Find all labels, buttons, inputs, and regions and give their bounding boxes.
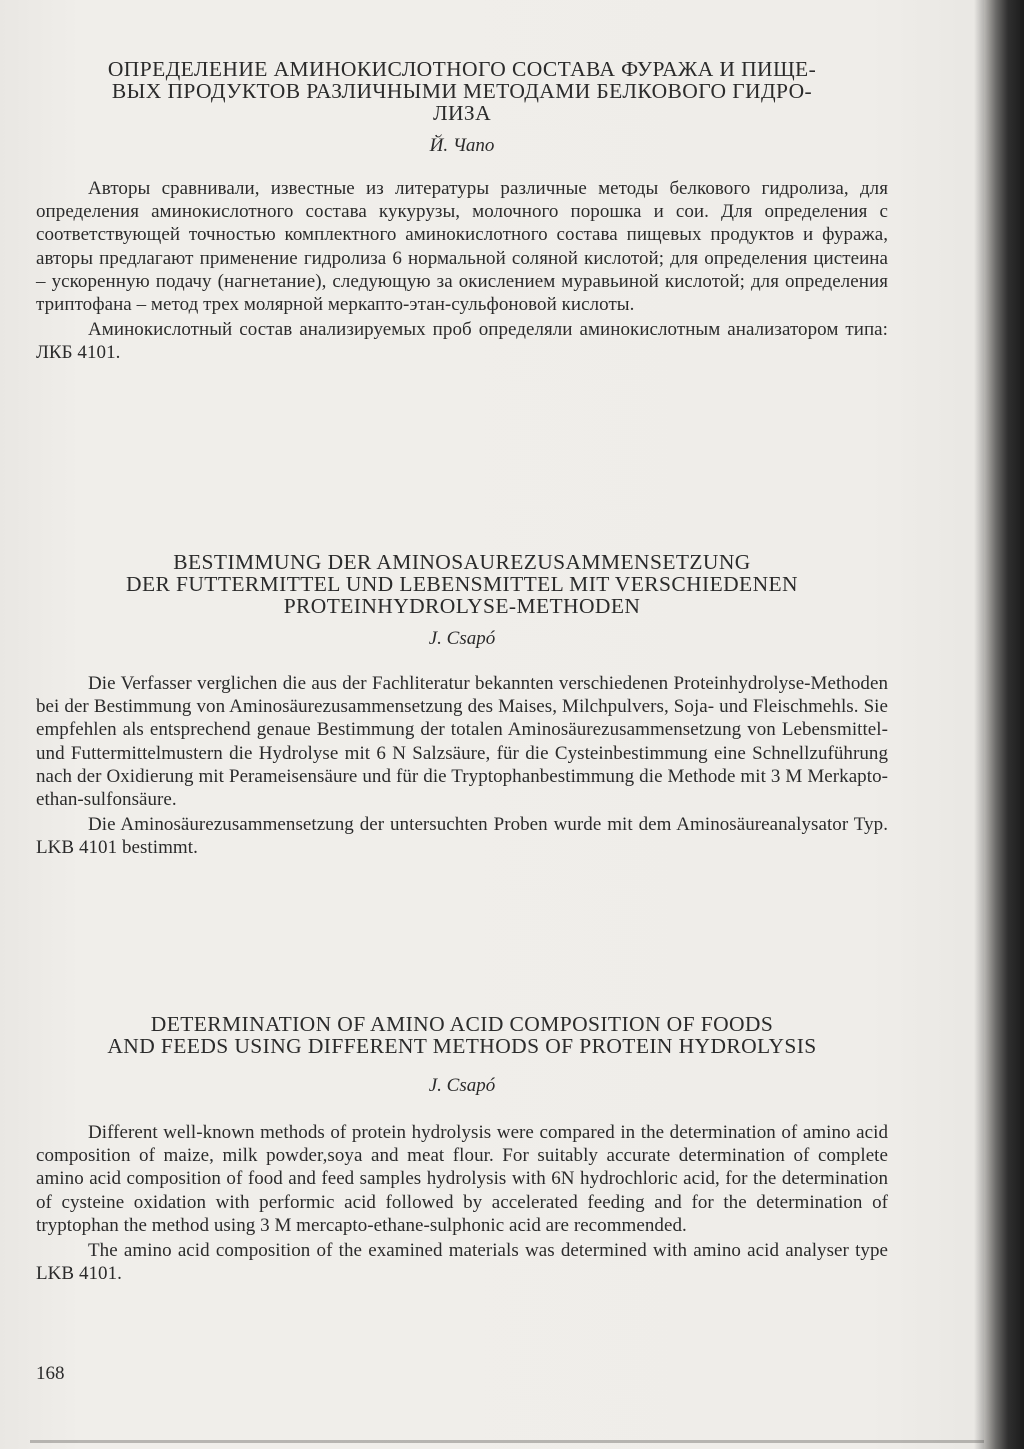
- article-title-german: [36, 551, 888, 617]
- abstract-paragraph: The amino acid composition of the examined materials was determined with amino acid analyser type LKB 4101.: [36, 1240, 888, 1285]
- title-line: PROTEINHYDROLYSE-METHODEN: [283, 594, 641, 618]
- book-spine: [984, 0, 1024, 1449]
- article-title-english: [36, 1013, 888, 1057]
- author-russian: Й. Чапо: [429, 135, 495, 156]
- title-line: AND FEEDS USING DIFFERENT METHODS OF PROTEIN HYDROLYSIS: [107, 1034, 817, 1058]
- title-line: ЛИЗА: [432, 101, 491, 125]
- abstract-paragraph: Авторы сравнивали, известные из литературы различные методы белкового гидролиза, для определения аминокислотного состава кукурузы, молочного порошка и сои. Для определения с соответствующей точностью комплектного аминокислотного состава пищевых продуктов и фуража, авторы предлагают применение гидролиза 6 нормальной соляной кислотой; для определения цистеина – ускоренную подачу (нагнетание), следующую за окислением муравьиной кислотой; для определения триптофана – метод трех молярной меркапто-этан-сульфоновой кислоты.: [36, 178, 888, 316]
- article-title-russian: [36, 58, 888, 124]
- title-line: DER FUTTERMITTEL UND LEBENSMITTEL MIT VERSCHIEDENEN: [126, 572, 798, 596]
- title-line: ВЫХ ПРОДУКТОВ РАЗЛИЧНЫМИ МЕТОДАМИ БЕЛКОВОГО ГИДРО-: [111, 79, 813, 103]
- title-line: DETERMINATION OF AMINO ACID COMPOSITION OF FOODS: [150, 1012, 774, 1036]
- author-german: J. Csapó: [428, 628, 496, 649]
- abstract-english: [36, 1013, 888, 1285]
- page-number: 168: [36, 1363, 65, 1384]
- author-english: J. Csapó: [428, 1075, 496, 1096]
- abstract-paragraph: Die Aminosäurezusammensetzung der untersuchten Proben wurde mit dem Aminosäureanalysator Typ. LKB 4101 bestimmt.: [36, 814, 888, 859]
- abstract-german: [36, 551, 888, 860]
- page-bottom-edge: [30, 1440, 984, 1443]
- abstract-paragraph: Different well-known methods of protein hydrolysis were compared in the determination of amino acid composition of maize, milk powder,soya and meat flour. For suitably accurate determination of complete amino acid composition of food and feed samples hydrolysis with 6N hydrochloric acid, for the determination of cysteine oxidation with performic acid followed by accelerated feeding and for the determination of tryptophan the method using 3 M mercapto-ethane-sulphonic acid are recommended.: [36, 1122, 888, 1236]
- abstract-paragraph: Аминокислотный состав анализируемых проб определяли аминокислотным анализатором типа: ЛКБ 4101.: [36, 319, 888, 364]
- abstract-paragraph: Die Verfasser verglichen die aus der Fachliteratur bekannten verschiedenen Proteinhydrolyse-Methoden bei der Bestimmung von Aminosäurezusammensetzung des Maises, Milchpulvers, Soja- und Fleischmehls. Sie empfehlen als entsprechend genaue Bestimmung der totalen Aminosäurezusammensetzung von Lebensmittel- und Futtermittelmustern die Hydrolyse mit 6 N Salzsäure, für die Cysteinbestimmung eine Schnellzuführung nach der Oxidierung mit Perameisensäure und für die Tryptophanbestimmung die Methode mit 3 M Merkapto-ethan-sulfonsäure.: [36, 673, 888, 811]
- abstract-russian: [36, 58, 888, 365]
- title-line: ОПРЕДЕЛЕНИЕ АМИНОКИСЛОТНОГО СОСТАВА ФУРАЖА И ПИЩЕ-: [107, 57, 817, 81]
- book-spine-shadow: [974, 0, 984, 1449]
- title-line: BESTIMMUNG DER AMINOSAUREZUSAMMENSETZUNG: [173, 550, 751, 574]
